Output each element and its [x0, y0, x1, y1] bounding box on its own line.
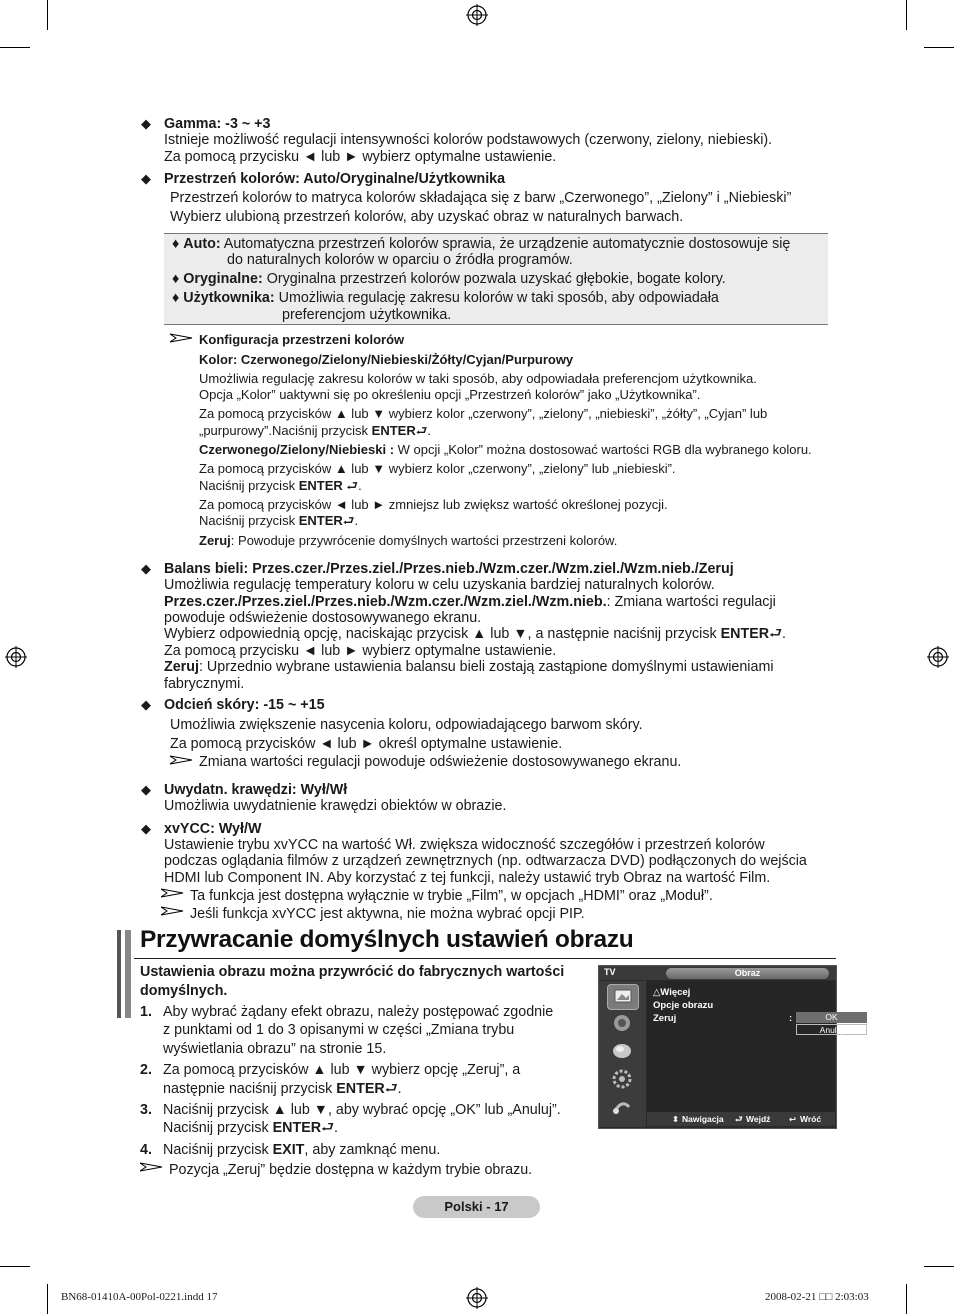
registration-mark-icon	[466, 1287, 488, 1309]
skin-tone-text: Za pomocą przycisków ◄ lub ► określ optymalne ustawienie.	[170, 736, 563, 752]
color-space-title: Przestrzeń kolorów: Auto/Oryginalne/Użytkownika	[164, 171, 506, 187]
step-text: Za pomocą przycisków ▲ lub ▼ wybierz opcję „Zeruj”, a	[163, 1062, 521, 1078]
registration-mark-icon	[5, 646, 27, 668]
edge-text: Umożliwia uwydatnienie krawędzi obiektów w obrazie.	[164, 798, 507, 814]
crop-mark	[906, 1284, 907, 1314]
enter-icon: ⮐	[342, 513, 355, 528]
skin-tone-note: Zmiana wartości regulacji powoduje odświeżenie dostosowywanego ekranu.	[199, 754, 682, 770]
note-reset: Zeruj: Powoduje przywrócenie domyślnych wartości przestrzeni kolorów.	[199, 533, 618, 548]
xvycc-text: HDMI lub Component IN. Aby korzystać z tej funkcji, należy ustawić tryb Obraz na wartość Film.	[164, 870, 771, 886]
osd-title: Obraz	[666, 968, 829, 979]
note-arrow-icon	[170, 755, 194, 765]
bullet-diamond-icon: ◆	[141, 821, 151, 836]
step-number: 3.	[140, 1102, 152, 1118]
step-number: 4.	[140, 1142, 152, 1158]
bullet-diamond-icon: ◆	[141, 116, 151, 131]
setup-menu-icon	[607, 1067, 637, 1091]
osd-tv-label: TV	[604, 967, 616, 977]
white-balance-title: Balans bieli: Przes.czer./Przes.ziel./Przes.nieb./Wzm.czer./Wzm.ziel./Wzm.nieb./Zeruj	[164, 561, 734, 577]
xvycc-text: podczas oglądania filmów z urządzeń zewnętrznych (np. odtwarzacza DVD) podłączonych do wejścia	[164, 853, 807, 869]
step-text: Naciśnij przycisk EXIT, aby zamknąć menu.	[163, 1142, 441, 1158]
step-text: wyświetlania obrazu” na stronie 15.	[163, 1041, 387, 1057]
enter-icon: ⮐	[415, 423, 428, 438]
note-title: Konfiguracja przestrzeni kolorów	[199, 332, 405, 347]
note-arrow-icon	[140, 1162, 164, 1172]
step-text: Aby wybrać żądany efekt obrazu, należy postępować zgodnie	[163, 1004, 554, 1020]
enter-icon: ⮐	[346, 478, 359, 493]
osd-cancel-option: Anuluj	[796, 1024, 867, 1035]
sound-menu-icon	[607, 1011, 637, 1035]
crop-mark	[0, 1266, 30, 1267]
reset-note: Pozycja „Zeruj” będzie dostępna w każdym trybie obrazu.	[169, 1162, 533, 1178]
note-text: „purpurowy”.Naciśnij przycisk ENTER⮐.	[199, 423, 432, 438]
section-rule	[134, 958, 836, 959]
bullet-diamond-icon: ◆	[141, 561, 151, 576]
osd-menu-screenshot	[598, 965, 844, 1129]
step-number: 1.	[140, 1004, 152, 1020]
footer-date: 2008-02-21 □□ 2:03:03	[765, 1291, 869, 1303]
crop-mark	[924, 1266, 954, 1267]
osd-sidebar	[599, 981, 646, 1127]
color-space-text: Przestrzeń kolorów to matryca kolorów składająca się z barw „Czerwonego”, „Zielony” i „Niebieski”	[170, 190, 792, 206]
option-original: ♦ Oryginalne: Oryginalna przestrzeń kolorów pozwala uzyskać głębokie, bogate kolory.	[172, 271, 726, 287]
step-text: z punktami od 1 do 3 opisanymi w części „Zmiana trybu	[163, 1022, 515, 1038]
osd-enter-label: Wejdź	[746, 1114, 771, 1124]
crop-mark	[906, 0, 907, 30]
osd-return-icon: ↩	[789, 1114, 797, 1124]
osd-nav-label: Nawigacja	[682, 1114, 724, 1124]
white-balance-text: Zeruj: Uprzednio wybrane ustawienia balansu bieli zostają zastąpione domyślnymi ustawieniami	[164, 659, 774, 675]
step-text: Naciśnij przycisk ENTER⮐.	[163, 1120, 338, 1136]
white-balance-text: Umożliwia regulację temperatury koloru w celu uzyskania bardziej naturalnych kolorów.	[164, 577, 715, 593]
registration-mark-icon	[927, 646, 949, 668]
skin-tone-title: Odcień skóry: -15 ~ +15	[164, 697, 325, 713]
note-subtitle: Kolor: Czerwonego/Zielony/Niebieski/Żółty/Cyjan/Purpurowy	[199, 352, 574, 367]
reset-intro: domyślnych.	[140, 983, 228, 999]
enter-icon: ⮐	[384, 1081, 398, 1097]
gamma-text: Za pomocą przycisku ◄ lub ► wybierz optymalne ustawienie.	[164, 149, 557, 165]
crop-mark	[0, 47, 30, 48]
xvycc-title: xvYCC: Wył/W	[164, 821, 262, 837]
note-text: Za pomocą przycisków ◄ lub ► zmniejsz lub zwiększ wartość określonej pozycji.	[199, 497, 668, 512]
registration-mark-icon	[466, 4, 488, 26]
reset-intro: Ustawienia obrazu można przywrócić do fabrycznych wartości	[140, 964, 565, 980]
step-number: 2.	[140, 1062, 152, 1078]
white-balance-text: Przes.czer./Przes.ziel./Przes.nieb./Wzm.czer./Wzm.ziel./Wzm.nieb.: Zmiana wartości regulacji	[164, 594, 776, 610]
color-space-text: Wybierz ulubioną przestrzeń kolorów, aby uzyskać obraz w naturalnych barwach.	[170, 209, 684, 225]
gamma-title: Gamma: -3 ~ +3	[164, 116, 271, 132]
step-text: Naciśnij przycisk ▲ lub ▼, aby wybrać opcję „OK” lub „Anuluj”.	[163, 1102, 561, 1118]
section-heading: Przywracanie domyślnych ustawień obrazu	[140, 926, 634, 953]
osd-more-item: △Więcej	[653, 987, 691, 998]
bullet-diamond-icon: ◆	[141, 697, 151, 712]
osd-footer	[647, 1112, 835, 1126]
osd-return-label: Wróć	[800, 1114, 822, 1124]
picture-menu-icon	[607, 984, 639, 1010]
osd-main-panel	[647, 981, 844, 1113]
note-arrow-icon	[170, 333, 194, 343]
osd-ok-option: OK	[796, 1012, 867, 1023]
input-menu-icon	[607, 1095, 637, 1119]
channel-menu-icon	[607, 1039, 637, 1063]
gamma-text: Istnieje możliwość regulacji intensywności kolorów podstawowych (czerwony, zielony, niebieski).	[164, 132, 773, 148]
xvycc-note: Jeśli funkcja xvYCC jest aktywna, nie można wybrać opcji PIP.	[190, 906, 585, 922]
section-bar	[125, 930, 131, 1018]
section-bar	[117, 930, 121, 1018]
osd-enter-icon: ⮐	[735, 1114, 743, 1124]
step-text: następnie naciśnij przycisk ENTER⮐.	[163, 1081, 402, 1097]
note-text: Za pomocą przycisków ▲ lub ▼ wybierz kolor „czerwony”, „zielony”, „niebieski”, „żółty”, „Cyjan” lub	[199, 406, 768, 421]
osd-nav-icon: ⬍	[672, 1114, 680, 1124]
note-text: Naciśnij przycisk ENTER ⮐.	[199, 478, 362, 493]
note-text: Umożliwia regulację zakresu kolorów w taki sposób, aby odpowiadała preferencjom użytkownika.	[199, 371, 757, 386]
skin-tone-text: Umożliwia zwiększenie nasycenia koloru, odpowiadającego barwom skóry.	[170, 717, 643, 733]
note-text: Naciśnij przycisk ENTER⮐.	[199, 513, 359, 528]
crop-mark	[47, 0, 48, 30]
osd-reset-item: Zeruj	[653, 1013, 677, 1024]
white-balance-text: Wybierz odpowiednią opcję, naciskając przycisk ▲ lub ▼, a następnie naciśnij przycisk ENTER⮐.	[164, 626, 786, 642]
xvycc-text: Ustawienie trybu xvYCC na wartość Wł. zwiększa widoczność szczegółów i przestrzeń kolorów	[164, 837, 765, 853]
white-balance-text: powoduje odświeżenie dostosowywanego ekranu.	[164, 610, 482, 626]
option-auto-cont: do naturalnych kolorów w oparciu o źródła programów.	[227, 252, 573, 268]
osd-top-bar	[599, 966, 836, 980]
page-number-badge: Polski - 17	[413, 1196, 540, 1218]
white-balance-text: Za pomocą przycisku ◄ lub ► wybierz optymalne ustawienie.	[164, 643, 557, 659]
osd-colon: :	[789, 1013, 793, 1024]
note-text: Opcja „Kolor” uaktywni się po określeniu opcji „Przestrzeń kolorów” jako „Użytkownika”.	[199, 387, 701, 402]
note-arrow-icon	[161, 888, 185, 898]
edge-title: Uwydatn. krawędzi: Wył/Wł	[164, 782, 348, 798]
option-auto: ♦ Auto: Automatyczna przestrzeń kolorów sprawia, że urządzenie automatycznie dostosowuje się	[172, 236, 791, 252]
bullet-diamond-icon: ◆	[141, 171, 151, 186]
note-text: Za pomocą przycisków ▲ lub ▼ wybierz kolor „czerwony”, „zielony” lub „niebieski”.	[199, 461, 676, 476]
option-user-cont: preferencjom użytkownika.	[282, 307, 452, 323]
note-arrow-icon	[161, 906, 185, 916]
xvycc-note: Ta funkcja jest dostępna wyłącznie w trybie „Film”, w opcjach „HDMI” oraz „Moduł”.	[190, 888, 713, 904]
bullet-diamond-icon: ◆	[141, 782, 151, 797]
note-rgb: Czerwonego/Zielony/Niebieski : W opcji „Kolor” można dostosować wartości RGB dla wybranego koloru.	[199, 442, 812, 457]
crop-mark	[47, 1284, 48, 1314]
white-balance-text: fabrycznymi.	[164, 676, 245, 692]
crop-mark	[924, 47, 954, 48]
osd-options-item: Opcje obrazu	[653, 1000, 714, 1011]
enter-icon: ⮐	[769, 626, 782, 642]
enter-icon: ⮐	[321, 1120, 334, 1136]
option-user: ♦ Użytkownika: Umożliwia regulację zakresu kolorów w taki sposób, aby odpowiadała	[172, 290, 719, 306]
footer-file-info: BN68-01410A-00Pol-0221.indd 17	[61, 1291, 218, 1303]
